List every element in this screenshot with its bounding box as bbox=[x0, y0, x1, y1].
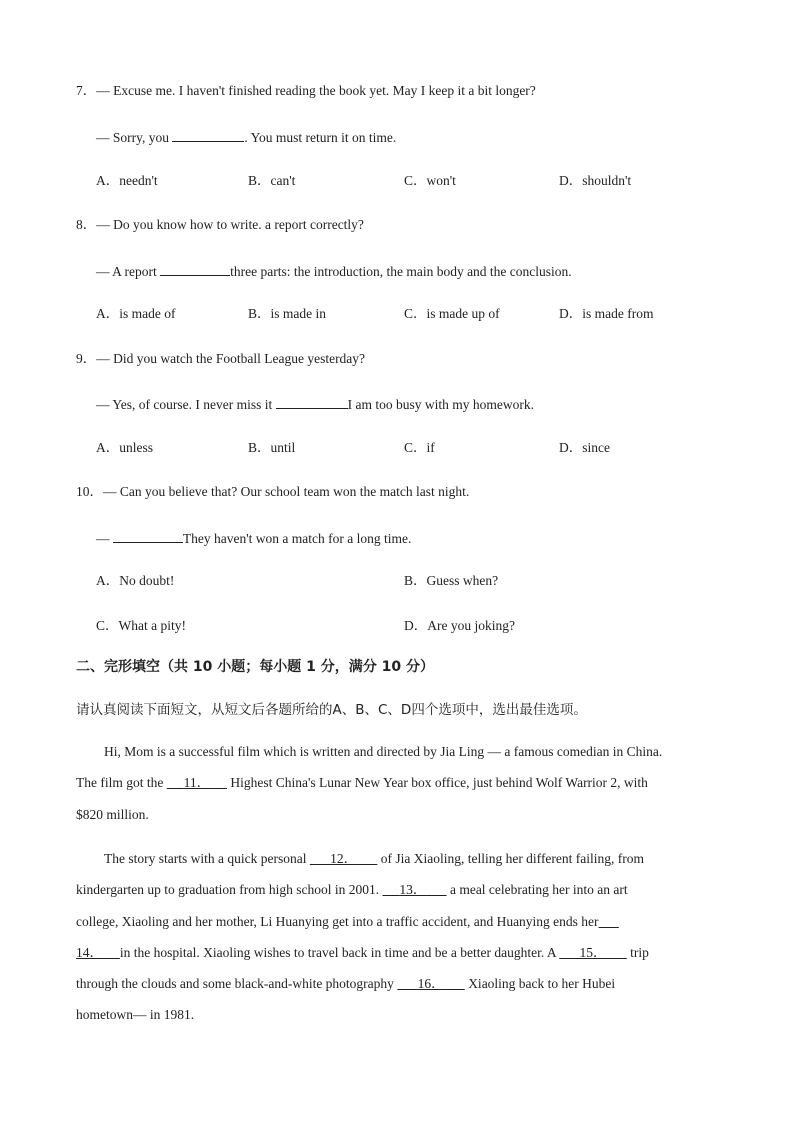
option-d[interactable]: D．shouldn't bbox=[559, 173, 632, 188]
answer-blank[interactable] bbox=[160, 261, 230, 276]
cloze-blank-12[interactable]: 12． bbox=[330, 851, 358, 866]
answer-line-7: — Sorry, you . You must return it on time. bbox=[96, 127, 396, 147]
option-c[interactable]: C．if bbox=[404, 440, 435, 455]
question-9 bbox=[76, 350, 365, 368]
option-d[interactable]: D．is made from bbox=[559, 306, 654, 321]
passage-line: college, Xiaoling and her mother, Li Huanying get into a traffic accident, and Huanying ends her bbox=[76, 913, 619, 931]
cloze-blank-11[interactable]: 11． bbox=[183, 775, 211, 790]
answer-line-9: — Yes, of course. I never miss it I am too busy with my homework. bbox=[96, 394, 534, 414]
option-d[interactable]: D．since bbox=[559, 440, 610, 455]
section-instruction: 请认真阅读下面短文，从短文后各题所给的A、B、C、D四个选项中，选出最佳选项。 bbox=[76, 702, 587, 718]
question-7 bbox=[76, 82, 536, 100]
passage-line: 14． in the hospital. Xiaoling wishes to travel back in time and be a better daughter. A 15． trip bbox=[76, 945, 649, 960]
passage-line: Hi, Mom is a successful film which is written and directed by Jia Ling — a famous comedian in China. bbox=[104, 744, 663, 759]
question-text: — Did you watch the Football League yesterday? bbox=[96, 351, 366, 366]
question-text: — Excuse me. I haven't finished reading the book yet. May I keep it a bit longer? bbox=[96, 83, 536, 98]
question-8 bbox=[76, 216, 364, 234]
answer-blank[interactable] bbox=[172, 127, 244, 142]
option-a[interactable]: A．needn't bbox=[96, 173, 158, 188]
answer-line-8: — A report three parts: the introduction, the main body and the conclusion. bbox=[96, 261, 572, 281]
option-c[interactable]: C．won't bbox=[404, 173, 456, 188]
section-heading: 二、完形填空（共 10 小题；每小题 1 分，满分 10 分） bbox=[76, 659, 434, 675]
passage-line: hometown— in 1981. bbox=[76, 1007, 195, 1022]
cloze-blank-14-start[interactable] bbox=[599, 914, 619, 929]
answer-blank[interactable] bbox=[276, 394, 348, 409]
cloze-blank-13[interactable]: 13． bbox=[399, 882, 427, 897]
passage-line: kindergarten up to graduation from high school in 2001. 13． a meal celebrating her into an art bbox=[76, 882, 628, 897]
answer-line-10: — They haven't won a match for a long time. bbox=[96, 528, 411, 548]
question-number: 7． bbox=[76, 83, 97, 98]
question-number: 9． bbox=[76, 351, 97, 366]
question-text: — Can you believe that? Our school team won the match last night. bbox=[103, 484, 470, 499]
option-c[interactable]: C．What a pity! bbox=[96, 618, 186, 633]
option-a[interactable]: A．unless bbox=[96, 440, 153, 455]
passage-line: The story starts with a quick personal 12． of Jia Xiaoling, telling her different failing, from bbox=[104, 851, 645, 866]
passage-line: through the clouds and some black-and-white photography 16． Xiaoling back to her Hubei bbox=[76, 976, 616, 991]
option-b[interactable]: B．can't bbox=[248, 173, 296, 188]
option-b[interactable]: B．until bbox=[248, 440, 296, 455]
option-c[interactable]: C．is made up of bbox=[404, 306, 500, 321]
question-number: 8． bbox=[76, 217, 97, 232]
question-text: — Do you know how to write. a report correctly? bbox=[96, 217, 364, 232]
option-d[interactable]: D．Are you joking? bbox=[404, 618, 515, 633]
option-b[interactable]: B．Guess when? bbox=[404, 573, 499, 588]
cloze-blank-15[interactable]: 15． bbox=[579, 945, 607, 960]
passage-line: The film got the 11． Highest China's Lunar New Year box office, just behind Wolf Warrior 2, with bbox=[76, 775, 648, 790]
cloze-blank-14[interactable]: 14． bbox=[76, 945, 103, 960]
question-number: 10． bbox=[76, 484, 103, 499]
answer-blank[interactable] bbox=[113, 528, 183, 543]
question-10 bbox=[76, 483, 469, 501]
passage-line: $820 million. bbox=[76, 807, 149, 822]
option-a[interactable]: A．is made of bbox=[96, 306, 176, 321]
option-a[interactable]: A．No doubt! bbox=[96, 573, 175, 588]
option-b[interactable]: B．is made in bbox=[248, 306, 326, 321]
cloze-blank-16[interactable]: 16． bbox=[417, 976, 445, 991]
